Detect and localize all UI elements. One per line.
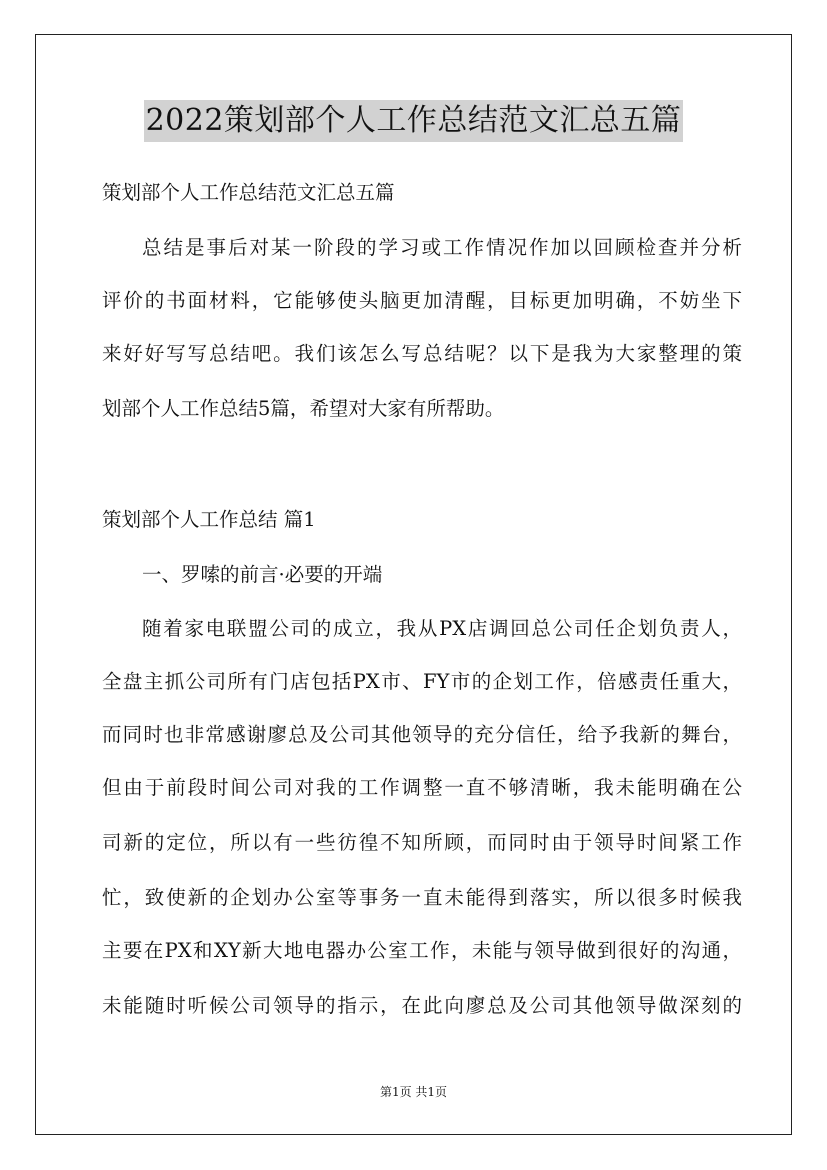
body-line: 全盘主抓公司所有门店包括PX市、FY市的企划工作，倍感责任重大， xyxy=(102,670,742,693)
body-line: 随着家电联盟公司的成立，我从PX店调回总公司任企划负责人， xyxy=(142,617,742,640)
intro-line: 评价的书面材料，它能够使头脑更加清醒，目标更加明确，不妨坐下 xyxy=(102,289,742,312)
body-line: 未能随时听候公司领导的指示，在此向廖总及公司其他领导做深刻的 xyxy=(102,994,742,1017)
intro-line: 来好好写写总结吧。我们该怎么写总结呢？以下是我为大家整理的策 xyxy=(102,342,742,365)
body-line: 但由于前段时间公司对我的工作调整一直不够清晰，我未能明确在公 xyxy=(102,776,742,799)
body-line: 而同时也非常感谢廖总及公司其他领导的充分信任，给予我新的舞台， xyxy=(102,723,742,746)
page-number: 第1页 共1页 xyxy=(379,1085,448,1099)
title-container xyxy=(0,100,827,142)
intro-line: 划部个人工作总结5篇，希望对大家有所帮助。 xyxy=(102,397,505,420)
subsection-heading: 一、罗嗦的前言·必要的开端 xyxy=(142,563,383,586)
body-line: 忙，致使新的企划办公室等事务一直未能得到落实，所以很多时候我 xyxy=(102,886,742,909)
document-subtitle: 策划部个人工作总结范文汇总五篇 xyxy=(102,181,395,204)
body-line: 司新的定位，所以有一些彷徨不知所顾，而同时由于领导时间紧工作 xyxy=(102,831,742,854)
section-heading: 策划部个人工作总结 篇1 xyxy=(102,508,316,531)
document-title: 2022策划部个人工作总结范文汇总五篇 xyxy=(144,100,684,142)
intro-line: 总结是事后对某一阶段的学习或工作情况作加以回顾检查并分析 xyxy=(142,236,742,259)
body-line: 主要在PX和XY新大地电器办公室工作，未能与领导做到很好的沟通， xyxy=(102,939,742,962)
